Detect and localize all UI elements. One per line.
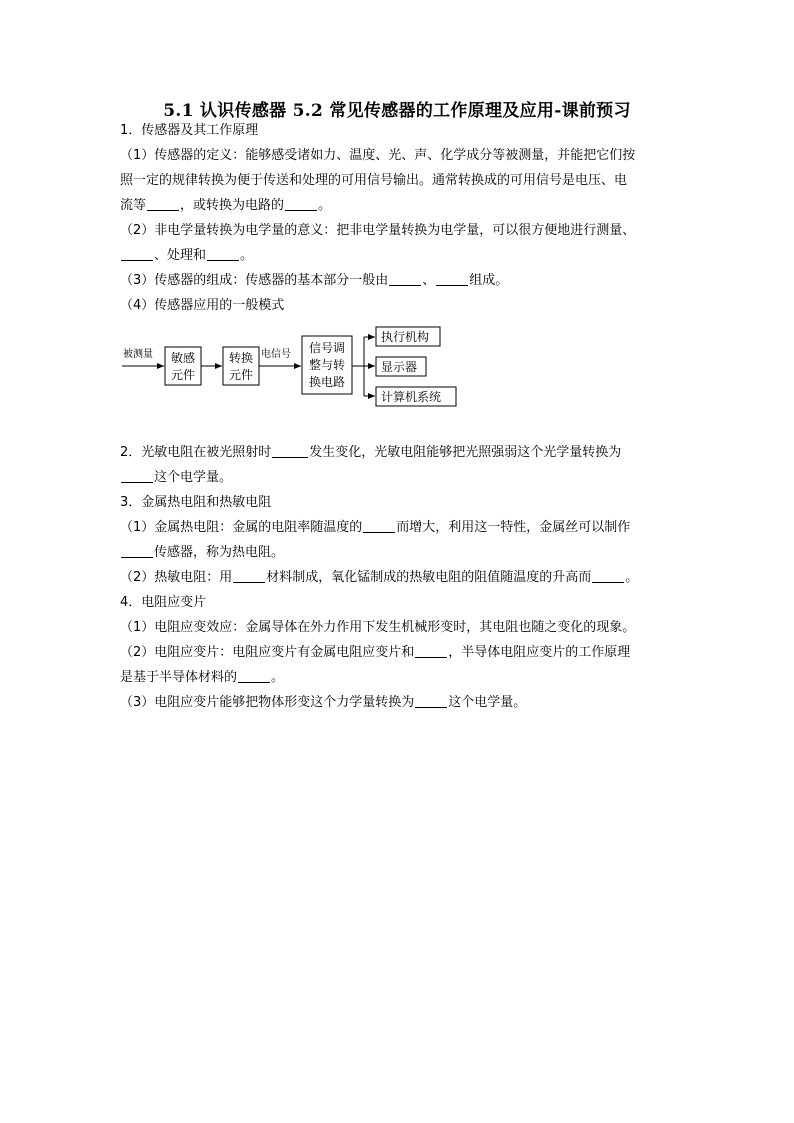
text-fragment: 这个电学量。 bbox=[448, 695, 527, 710]
section-4-heading: 4．电阻应变片 bbox=[120, 595, 207, 610]
input-label: 被测量 bbox=[123, 349, 153, 360]
box3-line2: 整与转 bbox=[308, 358, 346, 372]
fill-blank[interactable] bbox=[285, 196, 317, 211]
s1-p1-line1: （1）传感器的定义：能够感受诸如力、温度、光、声、化学成分等被测量，并能把它们按 bbox=[120, 148, 636, 163]
page-title: 5.1 认识传感器 5.2 常见传感器的工作原理及应用-课前预习 bbox=[163, 101, 631, 121]
s1-p2-line2 bbox=[120, 243, 676, 268]
fill-blank[interactable] bbox=[363, 518, 395, 533]
text-fragment: 、处理和 bbox=[154, 248, 207, 263]
text-fragment: 。 bbox=[271, 670, 285, 685]
output-actuator: 执行机构 bbox=[381, 330, 430, 344]
box3-line3: 换电路 bbox=[308, 375, 346, 389]
section-1-heading: 1．传感器及其工作原理 bbox=[120, 123, 259, 138]
text-fragment: 传感器，称为热电阻。 bbox=[154, 545, 285, 560]
text-fragment: 是基于半导体材料的 bbox=[120, 670, 238, 685]
text-fragment: （3）电阻应变片能够把物体形变这个力学量转换为 bbox=[120, 695, 415, 710]
sensor-mode-diagram bbox=[120, 320, 676, 432]
text-fragment: 。 bbox=[318, 198, 332, 213]
s1-p3 bbox=[120, 268, 676, 293]
text-fragment: 流等 bbox=[120, 198, 147, 213]
output-computer: 计算机系统 bbox=[381, 390, 442, 404]
text-fragment: 材料制成，氧化锰制成的热敏电阻的阻值随温度的升高而 bbox=[266, 570, 592, 585]
s1-p4: （4）传感器应用的一般模式 bbox=[120, 298, 285, 313]
text-fragment: （1）金属热电阻：金属的电阻率随温度的 bbox=[120, 520, 363, 535]
text-fragment: （3）传感器的组成：传感器的基本部分一般由 bbox=[120, 273, 389, 288]
text-fragment: （2）电阻应变片：电阻应变片有金属电阻应变片和 bbox=[120, 645, 415, 660]
s4-p1: （1）电阻应变效应：金属导体在外力作用下发生机械形变时，其电阻也随之变化的现象。 bbox=[120, 620, 636, 635]
s2-line1 bbox=[120, 440, 676, 465]
section-3-heading: 3．金属热电阻和热敏电阻 bbox=[120, 495, 272, 510]
fill-blank[interactable] bbox=[207, 246, 239, 261]
s4-p3 bbox=[120, 690, 676, 715]
text-fragment: ，半导体电阻应变片的工作原理 bbox=[448, 645, 631, 660]
box2-line2: 元件 bbox=[228, 368, 254, 382]
s3-p1-line2 bbox=[120, 540, 676, 565]
document-body bbox=[120, 118, 676, 715]
text-fragment: 。 bbox=[625, 570, 639, 585]
fill-blank[interactable] bbox=[592, 568, 624, 583]
s3-p1-line1 bbox=[120, 515, 676, 540]
text-fragment: 组成。 bbox=[469, 273, 509, 288]
s4-p2-line1 bbox=[120, 640, 676, 665]
text-fragment: 、 bbox=[422, 273, 436, 288]
box3-line1: 信号调 bbox=[308, 341, 346, 355]
diagram-svg bbox=[120, 320, 676, 432]
output-display: 显示器 bbox=[381, 360, 418, 374]
fill-blank[interactable] bbox=[121, 543, 153, 558]
fill-blank[interactable] bbox=[121, 246, 153, 261]
fill-blank[interactable] bbox=[436, 271, 468, 286]
text-fragment: ，或转换为电路的 bbox=[180, 198, 285, 213]
text-fragment: 而增大，利用这一特性，金属丝可以制作 bbox=[396, 520, 631, 535]
text-fragment: 发生变化，光敏电阻能够把光照强弱这个光学量转换为 bbox=[309, 445, 622, 460]
fill-blank[interactable] bbox=[389, 271, 421, 286]
text-fragment: （2）热敏电阻：用 bbox=[120, 570, 233, 585]
text-fragment: 。 bbox=[240, 248, 254, 263]
s1-p1-line2: 照一定的规律转换为便于传送和处理的可用信号输出。通常转换成的可用信号是电压、电 bbox=[120, 173, 628, 188]
s1-p2-line1: （2）非电学量转换为电学量的意义：把非电学量转换为电学量，可以很方便地进行测量、 bbox=[120, 223, 636, 238]
s2-line2 bbox=[120, 465, 676, 490]
box2-line1: 转换 bbox=[228, 351, 254, 365]
fill-blank[interactable] bbox=[147, 196, 179, 211]
box1-line2: 元件 bbox=[170, 368, 196, 382]
fill-blank[interactable] bbox=[121, 468, 153, 483]
signal-label: 电信号 bbox=[261, 349, 291, 360]
text-fragment: 这个电学量。 bbox=[154, 470, 233, 485]
text-fragment: 2．光敏电阻在被光照射时 bbox=[120, 445, 272, 460]
s1-p1-line3 bbox=[120, 193, 676, 218]
fill-blank[interactable] bbox=[233, 568, 265, 583]
box1-line1: 敏感 bbox=[170, 351, 196, 365]
fill-blank[interactable] bbox=[415, 643, 447, 658]
fill-blank[interactable] bbox=[415, 693, 447, 708]
fill-blank[interactable] bbox=[238, 668, 270, 683]
fill-blank[interactable] bbox=[272, 443, 308, 458]
s3-p2 bbox=[120, 565, 676, 590]
s4-p2-line2 bbox=[120, 665, 676, 690]
